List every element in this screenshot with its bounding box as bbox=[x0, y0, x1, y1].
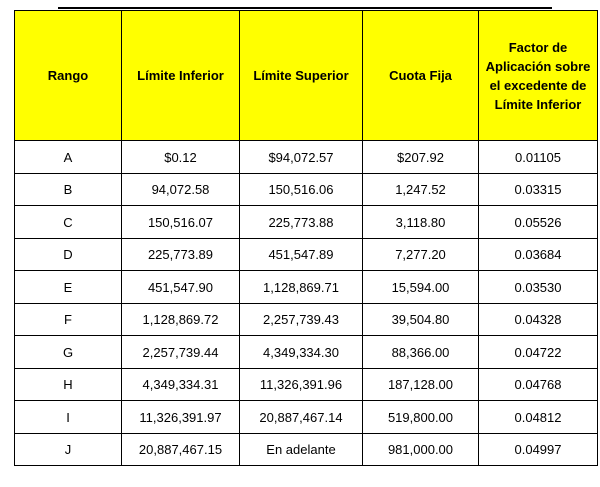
cell-rango: B bbox=[15, 173, 122, 206]
cell-factor: 0.05526 bbox=[479, 206, 598, 239]
table-row bbox=[15, 303, 598, 336]
table-row bbox=[15, 206, 598, 239]
cell-cuota-fija: 981,000.00 bbox=[363, 433, 479, 466]
header-factor bbox=[479, 11, 598, 141]
header-limite-superior: Límite Superior bbox=[240, 11, 363, 141]
header-row bbox=[15, 11, 598, 141]
cell-rango: D bbox=[15, 238, 122, 271]
cell-rango: C bbox=[15, 206, 122, 239]
cell-cuota-fija: 187,128.00 bbox=[363, 368, 479, 401]
cell-limite-superior: 2,257,739.43 bbox=[240, 303, 363, 336]
cell-limite-superior: $94,072.57 bbox=[240, 141, 363, 174]
cell-limite-inferior: 2,257,739.44 bbox=[122, 336, 240, 369]
table-body bbox=[15, 141, 598, 466]
cell-factor: 0.03530 bbox=[479, 271, 598, 304]
header-factor-label: Factor de Aplicación sobre el excedente de Límite Inferior bbox=[485, 39, 591, 112]
tariff-table bbox=[14, 10, 598, 466]
cell-rango: E bbox=[15, 271, 122, 304]
table-row bbox=[15, 173, 598, 206]
cell-limite-inferior: 150,516.07 bbox=[122, 206, 240, 239]
cell-limite-inferior: $0.12 bbox=[122, 141, 240, 174]
cell-rango: I bbox=[15, 401, 122, 434]
cell-limite-inferior: 94,072.58 bbox=[122, 173, 240, 206]
header-limite-inferior: Límite Inferior bbox=[122, 11, 240, 141]
cell-factor: 0.04997 bbox=[479, 433, 598, 466]
table-row bbox=[15, 141, 598, 174]
cell-limite-superior: 451,547.89 bbox=[240, 238, 363, 271]
cell-cuota-fija: 7,277.20 bbox=[363, 238, 479, 271]
cell-limite-superior: 4,349,334.30 bbox=[240, 336, 363, 369]
cell-factor: 0.04328 bbox=[479, 303, 598, 336]
cell-limite-superior: 11,326,391.96 bbox=[240, 368, 363, 401]
cell-limite-inferior: 1,128,869.72 bbox=[122, 303, 240, 336]
table-header bbox=[15, 11, 598, 141]
cell-limite-superior: 150,516.06 bbox=[240, 173, 363, 206]
cell-rango: J bbox=[15, 433, 122, 466]
table-row bbox=[15, 336, 598, 369]
cell-factor: 0.03684 bbox=[479, 238, 598, 271]
header-rango: Rango bbox=[15, 11, 122, 141]
cell-limite-inferior: 225,773.89 bbox=[122, 238, 240, 271]
cell-limite-superior: 1,128,869.71 bbox=[240, 271, 363, 304]
cell-factor: 0.04812 bbox=[479, 401, 598, 434]
cell-cuota-fija: 15,594.00 bbox=[363, 271, 479, 304]
cell-limite-inferior: 11,326,391.97 bbox=[122, 401, 240, 434]
cell-limite-superior: En adelante bbox=[240, 433, 363, 466]
cell-limite-inferior: 4,349,334.31 bbox=[122, 368, 240, 401]
cell-rango: A bbox=[15, 141, 122, 174]
table-row bbox=[15, 238, 598, 271]
cell-factor: 0.04722 bbox=[479, 336, 598, 369]
cell-limite-superior: 225,773.88 bbox=[240, 206, 363, 239]
table-row bbox=[15, 433, 598, 466]
cell-limite-inferior: 20,887,467.15 bbox=[122, 433, 240, 466]
cell-rango: G bbox=[15, 336, 122, 369]
cell-cuota-fija: 88,366.00 bbox=[363, 336, 479, 369]
cell-limite-superior: 20,887,467.14 bbox=[240, 401, 363, 434]
cell-cuota-fija: 3,118.80 bbox=[363, 206, 479, 239]
cell-cuota-fija: 39,504.80 bbox=[363, 303, 479, 336]
table-row bbox=[15, 368, 598, 401]
top-rule bbox=[58, 7, 552, 9]
cell-factor: 0.01105 bbox=[479, 141, 598, 174]
cell-limite-inferior: 451,547.90 bbox=[122, 271, 240, 304]
table-row bbox=[15, 401, 598, 434]
cell-cuota-fija: $207.92 bbox=[363, 141, 479, 174]
table-row bbox=[15, 271, 598, 304]
header-cuota-fija: Cuota Fija bbox=[363, 11, 479, 141]
cell-cuota-fija: 519,800.00 bbox=[363, 401, 479, 434]
cell-rango: H bbox=[15, 368, 122, 401]
cell-rango: F bbox=[15, 303, 122, 336]
cell-factor: 0.04768 bbox=[479, 368, 598, 401]
cell-factor: 0.03315 bbox=[479, 173, 598, 206]
cell-cuota-fija: 1,247.52 bbox=[363, 173, 479, 206]
